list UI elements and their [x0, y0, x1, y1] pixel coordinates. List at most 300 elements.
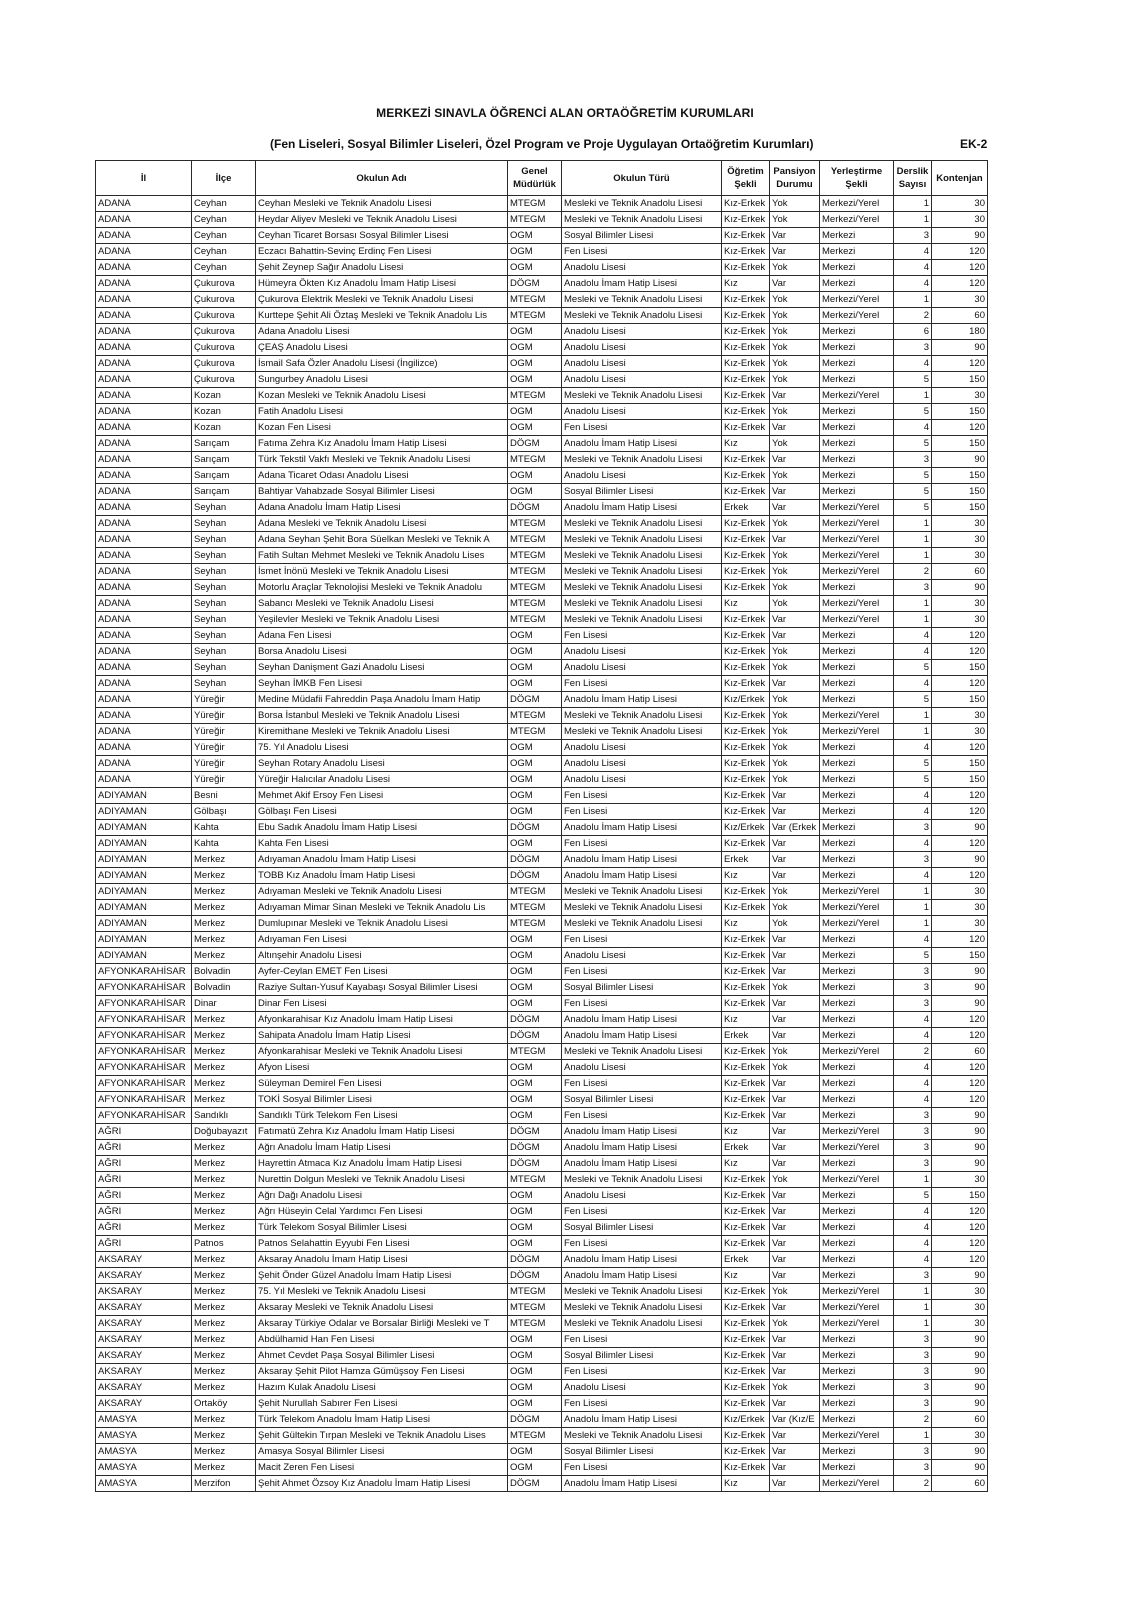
cell-genel-mudurluk: OGM — [508, 1332, 562, 1348]
cell-genel-mudurluk: MTEGM — [508, 1044, 562, 1060]
cell-ogretim-sekli: Kız-Erkek — [722, 1076, 770, 1092]
cell-okul-turu: Anadolu İmam Hatip Lisesi — [562, 1028, 722, 1044]
cell-kontenjan: 60 — [932, 1044, 988, 1060]
cell-il: ADANA — [96, 388, 192, 404]
cell-okul-adi: TOBB Kız Anadolu İmam Hatip Lisesi — [256, 868, 508, 884]
cell-ilce: Seyhan — [192, 628, 256, 644]
cell-yerlestirme: Merkezi/Yerel — [820, 1140, 894, 1156]
cell-kontenjan: 120 — [932, 356, 988, 372]
cell-il: AKSARAY — [96, 1252, 192, 1268]
cell-kontenjan: 90 — [932, 1380, 988, 1396]
cell-pansiyon: Yok — [770, 292, 820, 308]
cell-okul-adi: Dinar Fen Lisesi — [256, 996, 508, 1012]
cell-derslik: 5 — [894, 1188, 932, 1204]
cell-okul-turu: Anadolu Lisesi — [562, 740, 722, 756]
cell-yerlestirme: Merkezi — [820, 1220, 894, 1236]
cell-ogretim-sekli: Kız-Erkek — [722, 1172, 770, 1188]
cell-pansiyon: Var — [770, 1220, 820, 1236]
cell-genel-mudurluk: OGM — [508, 836, 562, 852]
cell-il: AFYONKARAHİSAR — [96, 964, 192, 980]
cell-genel-mudurluk: OGM — [508, 1380, 562, 1396]
cell-ogretim-sekli: Kız-Erkek — [722, 932, 770, 948]
cell-kontenjan: 30 — [932, 212, 988, 228]
cell-il: ADANA — [96, 692, 192, 708]
cell-yerlestirme: Merkezi — [820, 1348, 894, 1364]
cell-genel-mudurluk: DÖGM — [508, 500, 562, 516]
cell-yerlestirme: Merkezi — [820, 356, 894, 372]
table-row — [96, 964, 988, 980]
cell-derslik: 5 — [894, 692, 932, 708]
cell-genel-mudurluk: OGM — [508, 660, 562, 676]
cell-il: ADIYAMAN — [96, 948, 192, 964]
cell-pansiyon: Var — [770, 852, 820, 868]
cell-okul-turu: Anadolu İmam Hatip Lisesi — [562, 436, 722, 452]
cell-ogretim-sekli: Kız-Erkek — [722, 1044, 770, 1060]
cell-ogretim-sekli: Kız-Erkek — [722, 1060, 770, 1076]
cell-derslik: 4 — [894, 1092, 932, 1108]
cell-okul-adi: Aksaray Şehit Pilot Hamza Gümüşsoy Fen Lisesi — [256, 1364, 508, 1380]
table-row — [96, 1156, 988, 1172]
annex-label: EK-2 — [960, 137, 988, 151]
cell-il: ADANA — [96, 452, 192, 468]
cell-yerlestirme: Merkezi — [820, 404, 894, 420]
cell-okul-adi: Adıyaman Fen Lisesi — [256, 932, 508, 948]
cell-okul-turu: Mesleki ve Teknik Anadolu Lisesi — [562, 596, 722, 612]
cell-okul-turu: Mesleki ve Teknik Anadolu Lisesi — [562, 292, 722, 308]
cell-kontenjan: 120 — [932, 932, 988, 948]
cell-kontenjan: 90 — [932, 1444, 988, 1460]
cell-il: ADANA — [96, 356, 192, 372]
cell-ogretim-sekli: Kız-Erkek — [722, 548, 770, 564]
cell-derslik: 3 — [894, 964, 932, 980]
cell-il: ADIYAMAN — [96, 804, 192, 820]
cell-il: ADIYAMAN — [96, 868, 192, 884]
cell-ogretim-sekli: Kız-Erkek — [722, 580, 770, 596]
cell-ogretim-sekli: Kız-Erkek — [722, 564, 770, 580]
cell-genel-mudurluk: OGM — [508, 1220, 562, 1236]
cell-il: ADIYAMAN — [96, 852, 192, 868]
cell-derslik: 4 — [894, 804, 932, 820]
cell-okul-adi: Seyhan Rotary Anadolu Lisesi — [256, 756, 508, 772]
cell-okul-adi: Abdülhamid Han Fen Lisesi — [256, 1332, 508, 1348]
cell-yerlestirme: Merkezi/Yerel — [820, 1428, 894, 1444]
cell-il: AKSARAY — [96, 1364, 192, 1380]
cell-kontenjan: 120 — [932, 1236, 988, 1252]
cell-okul-turu: Anadolu Lisesi — [562, 356, 722, 372]
table-row — [96, 1316, 988, 1332]
cell-pansiyon: Yok — [770, 1060, 820, 1076]
cell-pansiyon: Var — [770, 1092, 820, 1108]
cell-okul-turu: Anadolu İmam Hatip Lisesi — [562, 1252, 722, 1268]
cell-il: ADANA — [96, 660, 192, 676]
cell-yerlestirme: Merkezi/Yerel — [820, 1044, 894, 1060]
cell-derslik: 1 — [894, 596, 932, 612]
cell-ilce: Merkez — [192, 1156, 256, 1172]
cell-yerlestirme: Merkezi — [820, 372, 894, 388]
cell-yerlestirme: Merkezi — [820, 1444, 894, 1460]
cell-ogretim-sekli: Kız-Erkek — [722, 996, 770, 1012]
cell-okul-turu: Anadolu İmam Hatip Lisesi — [562, 820, 722, 836]
cell-okul-turu: Fen Lisesi — [562, 1460, 722, 1476]
cell-yerlestirme: Merkezi/Yerel — [820, 1300, 894, 1316]
cell-genel-mudurluk: MTEGM — [508, 724, 562, 740]
cell-genel-mudurluk: OGM — [508, 628, 562, 644]
cell-ogretim-sekli: Kız-Erkek — [722, 324, 770, 340]
cell-okul-adi: Türk Telekom Sosyal Bilimler Lisesi — [256, 1220, 508, 1236]
cell-ilce: Seyhan — [192, 516, 256, 532]
cell-okul-turu: Anadolu Lisesi — [562, 260, 722, 276]
cell-derslik: 1 — [894, 1172, 932, 1188]
cell-il: AKSARAY — [96, 1300, 192, 1316]
cell-okul-adi: Ağrı Hüseyin Celal Yardımcı Fen Lisesi — [256, 1204, 508, 1220]
cell-okul-turu: Mesleki ve Teknik Anadolu Lisesi — [562, 1316, 722, 1332]
cell-pansiyon: Yok — [770, 692, 820, 708]
cell-ogretim-sekli: Kız-Erkek — [722, 340, 770, 356]
cell-genel-mudurluk: MTEGM — [508, 708, 562, 724]
table-row — [96, 1140, 988, 1156]
table-row — [96, 1364, 988, 1380]
cell-genel-mudurluk: MTEGM — [508, 452, 562, 468]
cell-yerlestirme: Merkezi — [820, 1156, 894, 1172]
cell-genel-mudurluk: DÖGM — [508, 692, 562, 708]
cell-il: ADANA — [96, 196, 192, 212]
cell-derslik: 3 — [894, 1156, 932, 1172]
cell-yerlestirme: Merkezi — [820, 980, 894, 996]
cell-ilce: Merkez — [192, 900, 256, 916]
cell-ilce: Bolvadin — [192, 964, 256, 980]
cell-pansiyon: Var — [770, 1252, 820, 1268]
cell-pansiyon: Var — [770, 964, 820, 980]
cell-genel-mudurluk: OGM — [508, 964, 562, 980]
cell-yerlestirme: Merkezi/Yerel — [820, 500, 894, 516]
cell-genel-mudurluk: OGM — [508, 324, 562, 340]
cell-il: AKSARAY — [96, 1284, 192, 1300]
table-row — [96, 340, 988, 356]
cell-genel-mudurluk: OGM — [508, 772, 562, 788]
cell-ogretim-sekli: Kız-Erkek — [722, 452, 770, 468]
cell-okul-adi: Kozan Fen Lisesi — [256, 420, 508, 436]
cell-okul-adi: Patnos Selahattin Eyyubi Fen Lisesi — [256, 1236, 508, 1252]
cell-ilce: Merkez — [192, 1140, 256, 1156]
cell-genel-mudurluk: DÖGM — [508, 1268, 562, 1284]
cell-okul-turu: Sosyal Bilimler Lisesi — [562, 1348, 722, 1364]
cell-ogretim-sekli: Kız-Erkek — [722, 1380, 770, 1396]
cell-yerlestirme: Merkezi — [820, 1012, 894, 1028]
cell-kontenjan: 120 — [932, 788, 988, 804]
cell-pansiyon: Var — [770, 1124, 820, 1140]
cell-kontenjan: 30 — [932, 1428, 988, 1444]
cell-kontenjan: 30 — [932, 292, 988, 308]
cell-ilce: Çukurova — [192, 276, 256, 292]
cell-pansiyon: Var — [770, 388, 820, 404]
cell-genel-mudurluk: OGM — [508, 404, 562, 420]
cell-derslik: 3 — [894, 1348, 932, 1364]
cell-genel-mudurluk: OGM — [508, 1188, 562, 1204]
cell-il: ADANA — [96, 596, 192, 612]
cell-pansiyon: Var — [770, 676, 820, 692]
document-title: MERKEZİ SINAVLA ÖĞRENCİ ALAN ORTAÖĞRETİM KURUMLARI — [376, 106, 754, 120]
cell-genel-mudurluk: OGM — [508, 1076, 562, 1092]
cell-kontenjan: 30 — [932, 516, 988, 532]
cell-kontenjan: 120 — [932, 244, 988, 260]
cell-pansiyon: Yok — [770, 1380, 820, 1396]
cell-pansiyon: Var — [770, 420, 820, 436]
cell-okul-adi: Adıyaman Anadolu İmam Hatip Lisesi — [256, 852, 508, 868]
cell-okul-turu: Sosyal Bilimler Lisesi — [562, 1092, 722, 1108]
cell-kontenjan: 150 — [932, 948, 988, 964]
cell-okul-adi: Aksaray Anadolu İmam Hatip Lisesi — [256, 1252, 508, 1268]
table-row — [96, 1236, 988, 1252]
cell-pansiyon: Var — [770, 836, 820, 852]
cell-yerlestirme: Merkezi — [820, 1380, 894, 1396]
cell-ogretim-sekli: Kız-Erkek — [722, 1396, 770, 1412]
cell-yerlestirme: Merkezi — [820, 964, 894, 980]
cell-okul-turu: Anadolu İmam Hatip Lisesi — [562, 1268, 722, 1284]
cell-il: AFYONKARAHİSAR — [96, 1060, 192, 1076]
table-row — [96, 724, 988, 740]
cell-derslik: 4 — [894, 1060, 932, 1076]
cell-okul-adi: Adana Seyhan Şehit Bora Süelkan Mesleki ve Teknik A — [256, 532, 508, 548]
cell-il: AKSARAY — [96, 1348, 192, 1364]
cell-ilce: Merkez — [192, 868, 256, 884]
cell-genel-mudurluk: OGM — [508, 468, 562, 484]
cell-yerlestirme: Merkezi/Yerel — [820, 388, 894, 404]
cell-il: AĞRI — [96, 1140, 192, 1156]
cell-ogretim-sekli: Erkek — [722, 1140, 770, 1156]
table-row — [96, 1396, 988, 1412]
cell-kontenjan: 150 — [932, 772, 988, 788]
cell-kontenjan: 120 — [932, 1060, 988, 1076]
cell-okul-adi: Şehit Gültekin Tırpan Mesleki ve Teknik Anadolu Lises — [256, 1428, 508, 1444]
cell-ogretim-sekli: Kız-Erkek — [722, 260, 770, 276]
cell-ilce: Seyhan — [192, 660, 256, 676]
cell-ilce: Merkez — [192, 1428, 256, 1444]
cell-derslik: 6 — [894, 324, 932, 340]
cell-derslik: 3 — [894, 452, 932, 468]
cell-okul-adi: Sabancı Mesleki ve Teknik Anadolu Lisesi — [256, 596, 508, 612]
cell-ilce: Merkez — [192, 1348, 256, 1364]
cell-okul-adi: İsmail Safa Özler Anadolu Lisesi (İngilizce) — [256, 356, 508, 372]
cell-okul-adi: Aksaray Mesleki ve Teknik Anadolu Lisesi — [256, 1300, 508, 1316]
cell-yerlestirme: Merkezi/Yerel — [820, 564, 894, 580]
cell-il: AKSARAY — [96, 1268, 192, 1284]
cell-genel-mudurluk: OGM — [508, 676, 562, 692]
cell-okul-turu: Mesleki ve Teknik Anadolu Lisesi — [562, 1284, 722, 1300]
cell-okul-turu: Mesleki ve Teknik Anadolu Lisesi — [562, 724, 722, 740]
table-row — [96, 1268, 988, 1284]
cell-il: ADANA — [96, 340, 192, 356]
cell-ilce: Seyhan — [192, 532, 256, 548]
cell-kontenjan: 90 — [932, 996, 988, 1012]
cell-derslik: 1 — [894, 1284, 932, 1300]
cell-okul-adi: Fatih Sultan Mehmet Mesleki ve Teknik Anadolu Lises — [256, 548, 508, 564]
cell-okul-adi: Seyhan Danişment Gazi Anadolu Lisesi — [256, 660, 508, 676]
cell-ilce: Çukurova — [192, 292, 256, 308]
cell-okul-adi: Ebu Sadık Anadolu İmam Hatip Lisesi — [256, 820, 508, 836]
cell-okul-adi: TOKİ Sosyal Bilimler Lisesi — [256, 1092, 508, 1108]
cell-kontenjan: 30 — [932, 916, 988, 932]
table-row — [96, 1188, 988, 1204]
table-row — [96, 996, 988, 1012]
table-row — [96, 772, 988, 788]
cell-pansiyon: Var — [770, 1076, 820, 1092]
cell-genel-mudurluk: DÖGM — [508, 1028, 562, 1044]
cell-genel-mudurluk: DÖGM — [508, 1476, 562, 1492]
cell-okul-adi: Mehmet Akif Ersoy Fen Lisesi — [256, 788, 508, 804]
cell-okul-turu: Mesleki ve Teknik Anadolu Lisesi — [562, 212, 722, 228]
cell-ogretim-sekli: Kız — [722, 916, 770, 932]
cell-derslik: 4 — [894, 356, 932, 372]
cell-il: ADANA — [96, 612, 192, 628]
cell-kontenjan: 30 — [932, 724, 988, 740]
cell-genel-mudurluk: OGM — [508, 1396, 562, 1412]
table-row — [96, 292, 988, 308]
cell-okul-adi: Eczacı Bahattin-Sevinç Erdinç Fen Lisesi — [256, 244, 508, 260]
cell-ogretim-sekli: Kız-Erkek — [722, 292, 770, 308]
cell-okul-turu: Anadolu Lisesi — [562, 324, 722, 340]
cell-okul-turu: Anadolu İmam Hatip Lisesi — [562, 692, 722, 708]
cell-derslik: 3 — [894, 1444, 932, 1460]
cell-pansiyon: Var — [770, 1204, 820, 1220]
cell-il: AFYONKARAHİSAR — [96, 1044, 192, 1060]
table-row — [96, 196, 988, 212]
cell-ogretim-sekli: Kız-Erkek — [722, 356, 770, 372]
cell-okul-adi: Çukurova Elektrik Mesleki ve Teknik Anadolu Lisesi — [256, 292, 508, 308]
cell-ogretim-sekli: Kız — [722, 1156, 770, 1172]
cell-okul-adi: Şehit Zeynep Sağır Anadolu Lisesi — [256, 260, 508, 276]
cell-ogretim-sekli: Kız — [722, 1476, 770, 1492]
cell-genel-mudurluk: MTEGM — [508, 916, 562, 932]
cell-derslik: 3 — [894, 1268, 932, 1284]
cell-okul-turu: Anadolu Lisesi — [562, 1060, 722, 1076]
cell-ilce: Yüreğir — [192, 740, 256, 756]
cell-pansiyon: Var — [770, 228, 820, 244]
cell-pansiyon: Yok — [770, 724, 820, 740]
cell-okul-turu: Anadolu İmam Hatip Lisesi — [562, 852, 722, 868]
cell-yerlestirme: Merkezi — [820, 340, 894, 356]
cell-yerlestirme: Merkezi — [820, 644, 894, 660]
cell-pansiyon: Var — [770, 244, 820, 260]
cell-genel-mudurluk: OGM — [508, 932, 562, 948]
header-pansiyon-durumu: Pansiyon Durumu — [770, 161, 820, 196]
cell-genel-mudurluk: MTEGM — [508, 580, 562, 596]
cell-genel-mudurluk: MTEGM — [508, 900, 562, 916]
cell-ogretim-sekli: Kız-Erkek — [722, 740, 770, 756]
cell-kontenjan: 30 — [932, 196, 988, 212]
cell-kontenjan: 90 — [932, 1140, 988, 1156]
cell-derslik: 5 — [894, 468, 932, 484]
cell-il: ADANA — [96, 756, 192, 772]
cell-il: ADANA — [96, 724, 192, 740]
cell-il: AMASYA — [96, 1476, 192, 1492]
cell-il: ADANA — [96, 644, 192, 660]
cell-yerlestirme: Merkezi — [820, 1364, 894, 1380]
cell-yerlestirme: Merkezi — [820, 1252, 894, 1268]
cell-il: AFYONKARAHİSAR — [96, 1108, 192, 1124]
cell-ogretim-sekli: Kız-Erkek — [722, 1220, 770, 1236]
cell-derslik: 4 — [894, 1252, 932, 1268]
cell-genel-mudurluk: MTEGM — [508, 1284, 562, 1300]
cell-kontenjan: 150 — [932, 660, 988, 676]
cell-il: AFYONKARAHİSAR — [96, 1076, 192, 1092]
cell-okul-adi: İsmet İnönü Mesleki ve Teknik Anadolu Lisesi — [256, 564, 508, 580]
cell-okul-adi: Adana Anadolu Lisesi — [256, 324, 508, 340]
cell-okul-turu: Mesleki ve Teknik Anadolu Lisesi — [562, 612, 722, 628]
cell-kontenjan: 120 — [932, 676, 988, 692]
cell-ilce: Kahta — [192, 836, 256, 852]
cell-okul-adi: 75. Yıl Anadolu Lisesi — [256, 740, 508, 756]
cell-pansiyon: Var — [770, 1332, 820, 1348]
cell-il: AFYONKARAHİSAR — [96, 1028, 192, 1044]
cell-il: ADANA — [96, 276, 192, 292]
cell-ogretim-sekli: Kız — [722, 868, 770, 884]
cell-ogretim-sekli: Kız-Erkek — [722, 964, 770, 980]
cell-okul-adi: Heydar Aliyev Mesleki ve Teknik Anadolu Lisesi — [256, 212, 508, 228]
cell-yerlestirme: Merkezi — [820, 996, 894, 1012]
cell-pansiyon: Yok — [770, 212, 820, 228]
cell-genel-mudurluk: OGM — [508, 260, 562, 276]
cell-ilce: Seyhan — [192, 500, 256, 516]
cell-ogretim-sekli: Kız — [722, 596, 770, 612]
cell-pansiyon: Yok — [770, 980, 820, 996]
cell-okul-turu: Mesleki ve Teknik Anadolu Lisesi — [562, 516, 722, 532]
cell-derslik: 4 — [894, 932, 932, 948]
cell-pansiyon: Var — [770, 1028, 820, 1044]
cell-il: ADANA — [96, 548, 192, 564]
cell-ogretim-sekli: Kız-Erkek — [722, 772, 770, 788]
cell-derslik: 1 — [894, 212, 932, 228]
cell-okul-turu: Anadolu Lisesi — [562, 1380, 722, 1396]
cell-ogretim-sekli: Kız-Erkek — [722, 628, 770, 644]
cell-ilce: Merkez — [192, 1028, 256, 1044]
cell-yerlestirme: Merkezi/Yerel — [820, 1124, 894, 1140]
cell-genel-mudurluk: MTEGM — [508, 388, 562, 404]
cell-ogretim-sekli: Kız-Erkek — [722, 196, 770, 212]
cell-pansiyon: Var — [770, 1236, 820, 1252]
cell-genel-mudurluk: MTEGM — [508, 596, 562, 612]
cell-genel-mudurluk: DÖGM — [508, 852, 562, 868]
cell-genel-mudurluk: MTEGM — [508, 1300, 562, 1316]
table-row — [96, 212, 988, 228]
cell-ogretim-sekli: Kız-Erkek — [722, 660, 770, 676]
cell-pansiyon: Yok — [770, 308, 820, 324]
cell-okul-adi: Altınşehir Anadolu Lisesi — [256, 948, 508, 964]
cell-genel-mudurluk: MTEGM — [508, 1172, 562, 1188]
cell-okul-adi: Adana Fen Lisesi — [256, 628, 508, 644]
cell-kontenjan: 60 — [932, 308, 988, 324]
cell-ilce: Yüreğir — [192, 772, 256, 788]
table-row — [96, 1012, 988, 1028]
cell-yerlestirme: Merkezi — [820, 772, 894, 788]
header-il: İl — [96, 161, 192, 196]
cell-kontenjan: 90 — [932, 820, 988, 836]
table-row — [96, 1092, 988, 1108]
cell-okul-adi: Sandıklı Türk Telekom Fen Lisesi — [256, 1108, 508, 1124]
cell-genel-mudurluk: MTEGM — [508, 1428, 562, 1444]
cell-ogretim-sekli: Kız-Erkek — [722, 308, 770, 324]
cell-ogretim-sekli: Erkek — [722, 1028, 770, 1044]
cell-kontenjan: 120 — [932, 740, 988, 756]
cell-il: ADANA — [96, 468, 192, 484]
cell-kontenjan: 120 — [932, 1220, 988, 1236]
cell-ogretim-sekli: Kız — [722, 436, 770, 452]
table-row — [96, 1300, 988, 1316]
cell-derslik: 4 — [894, 676, 932, 692]
cell-il: AMASYA — [96, 1460, 192, 1476]
cell-derslik: 4 — [894, 788, 932, 804]
cell-pansiyon: Yok — [770, 660, 820, 676]
cell-derslik: 2 — [894, 308, 932, 324]
